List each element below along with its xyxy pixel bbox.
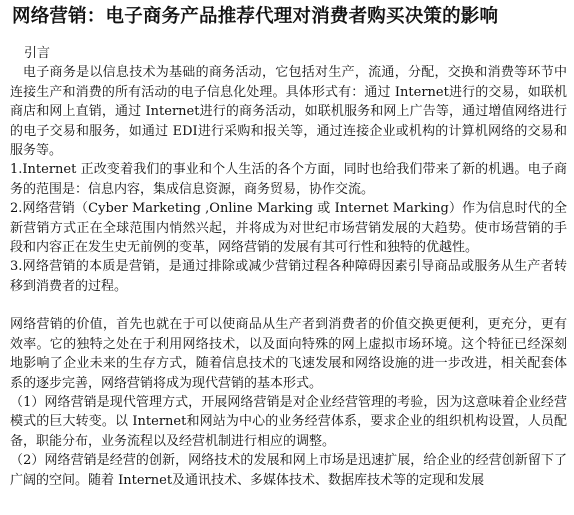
intro-paragraph: 电子商务是以信息技术为基础的商务活动，它包括对生产，流通，分配，交换和消费等环节中连接生产和消费的所有活动的电子信息化处理。具体形式有：通过 Internet进行的交易，如联机商店和网上直销，通过 Internet进行的商务活动，如联机服务和网上广告等，通过增值网络进行的电子交易和服务，如通过 EDI进行采购和报关等，通过连接企业或机构的计算机网络的交易和服务等。: [10, 65, 567, 159]
point-2: 2.网络营销（Cyber Marketing ,Online Marking 或 Internet Marking）作为信息时代的全新营销方式正在全球范围内悄然兴起，并将成为对世纪市场营销发展的大趋势。使市场营销的手段和内容正在发生史无前例的变革，网络营销的发展有其可行性和独特的优越性。: [10, 201, 567, 256]
paragraph-gap: [10, 296, 567, 315]
form-item-2: （2）网络营销是经营的创新，网络技术的发展和网上市场是迅速扩展，给企业的经营创新留下了广阔的空间。随着 Internet及通讯技术、多媒体技术、数据库技术等的定现和发展: [10, 453, 567, 488]
article-title: 网络营销：电子商务产品推荐代理对消费者购买决策的影响: [12, 6, 499, 27]
point-3: 3.网络营销的本质是营销，是通过排除或减少营销过程各种障碍因素引导商品或服务从生产者转移到消费者的过程。: [10, 259, 567, 294]
article-body: [10, 44, 567, 490]
value-paragraph: 网络营销的价值，首先也就在于可以使商品从生产者到消费者的价值交换更便利，更充分，更有效率。它的独特之处在于利用网络技术，以及面向特殊的网上虚拟市场环境。这个特征已经深刻地影响了企业未来的生存方式，随着信息技术的飞速发展和网络设施的进一步改进，相关配套体系的逐步完善，网络营销将成为现代营销的基本形式。: [10, 317, 567, 391]
point-1: 1.Internet 正改变着我们的事业和个人生活的各个方面，同时也给我们带来了新的机遇。电子商务的范围是：信息内容，集成信息资源，商务贸易，协作交流。: [10, 162, 567, 197]
intro-heading: 引言: [24, 46, 51, 61]
form-item-1: （1）网络营销是现代管理方式，开展网络营销是对企业经营管理的考验，因为这意味着企业经营模式的巨大转变。以 Internet和网站为中心的业务经营体系，要求企业的组织机构设置，人员配备，职能分布，业务流程以及经营机制进行相应的调整。: [10, 394, 567, 449]
